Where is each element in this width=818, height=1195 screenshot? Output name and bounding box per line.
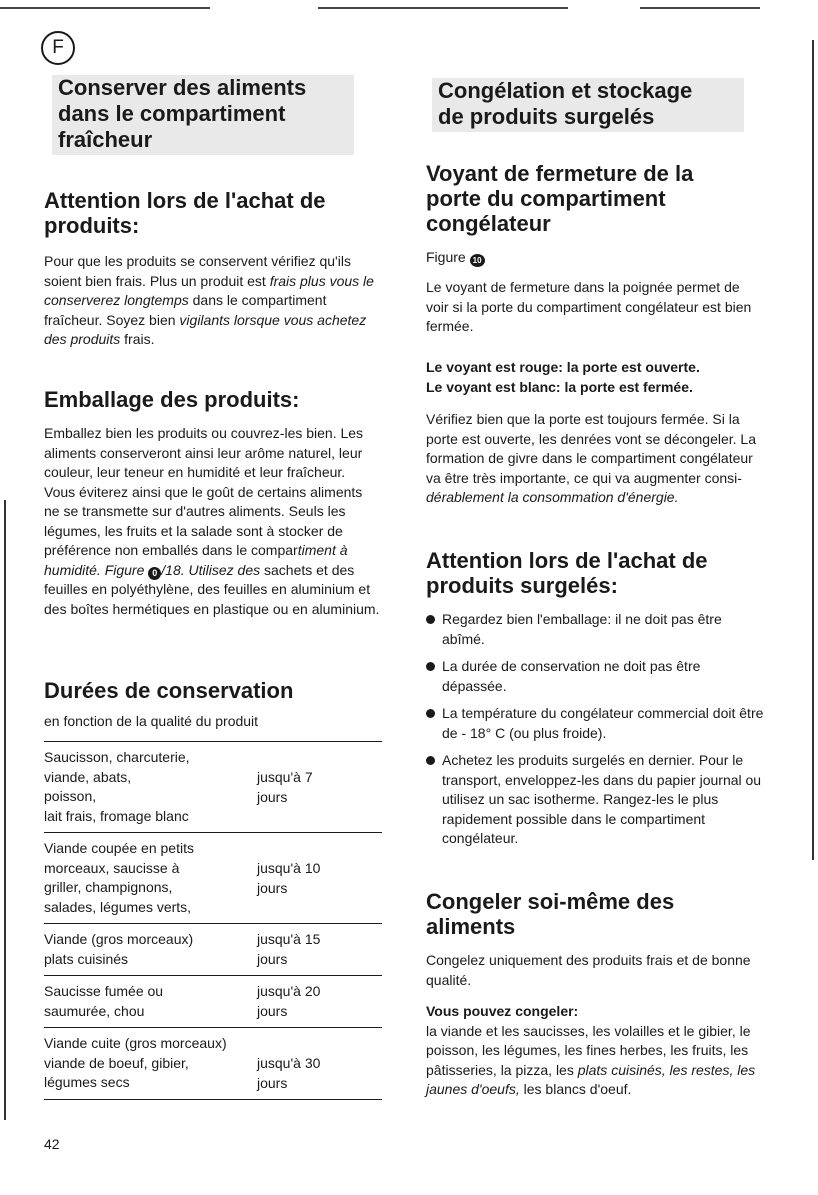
text-run: timent à humidité. Figure: [44, 542, 348, 578]
voyant-status: [426, 358, 771, 397]
language-badge-icon: F: [41, 31, 75, 65]
duration-description: Viande coupée en petits morceaux, saucisse à griller, champignons, salades, légumes verts,: [44, 840, 194, 915]
section-title-congelation: [432, 78, 744, 132]
section-title-fraicheur: [52, 75, 354, 155]
duration-value: jusqu'à 7 jours: [257, 769, 313, 805]
duration-value: jusqu'à 10 jours: [257, 860, 321, 896]
duration-value: jusqu'à 15 jours: [257, 931, 321, 967]
section-title-line: Congélation et stockage: [438, 78, 693, 103]
heading-line: Voyant de fermeture de la: [426, 161, 694, 186]
paragraph-pouvez-congeler: [426, 1002, 766, 1100]
list-item: Achetez les produits surgelés en dernier. Pour le transport, enveloppez-les dans du papier journal ou utilisez un sac isotherme. Rangez-les le plus rapidement possible dans le compartiment congélateur.: [426, 751, 766, 849]
paragraph-verifiez: [426, 410, 764, 508]
voyant-blanc-text: Le voyant est blanc: la porte est fermée.: [426, 378, 693, 395]
pouvez-label: Vous pouvez congeler:: [426, 1003, 579, 1019]
heading-line: Attention lors de l'achat de: [426, 548, 708, 573]
paragraph-attention-achat: [44, 252, 374, 350]
heading-line: aliments: [426, 914, 516, 939]
heading-congeler: [426, 889, 771, 939]
duration-description: Saucisse fumée ou saumurée, chou: [44, 983, 164, 1019]
paragraph-voyant: Le voyant de fermeture dans la poignée permet de voir si la porte du compartiment congélateur est bien fermée.: [426, 279, 752, 334]
heading-line: produits:: [44, 213, 140, 238]
heading-durees: Durées de conservation: [44, 678, 294, 703]
heading-attention-surgeles: [426, 548, 771, 598]
table-row: [44, 923, 382, 975]
heading-line: Attention lors de l'achat de: [44, 188, 326, 213]
section-title-line: dans le compartiment: [58, 101, 286, 126]
heading-line: Congeler soi-même des: [426, 889, 675, 914]
table-row: [44, 832, 382, 923]
heading-line: produits surgelés:: [426, 573, 618, 598]
text-run: /18. Utilisez des: [161, 561, 261, 578]
text-run: vigilants lorsque vous achetez des produits: [44, 311, 367, 347]
figure-number-icon: 10: [470, 254, 485, 267]
heading-emballage: Emballage des produits:: [44, 387, 300, 412]
left-edge-rule: [4, 500, 6, 1120]
table-row: [44, 1027, 382, 1100]
top-rule-right: [640, 7, 760, 9]
figure-number-icon: 0: [148, 567, 161, 580]
top-rule-mid: [318, 7, 568, 9]
text-run: frais.: [120, 331, 155, 347]
list-item: La durée de conservation ne doit pas être dépassée.: [426, 657, 766, 696]
duration-description: Viande (gros morceaux) plats cuisinés: [44, 931, 194, 967]
paragraph-congeler: Congelez uniquement des produits frais et de bonne qualité.: [426, 952, 751, 988]
bullet-list-surgeles: [426, 610, 766, 857]
duration-description: Viande cuite (gros morceaux) viande de boeuf, gibier, légumes secs: [44, 1035, 227, 1090]
page-number: 42: [44, 1136, 60, 1152]
figure-reference: [426, 248, 626, 268]
text-run: Pour que les produits se conservent vérifiez qu'ils soient bien frais. Plus un produit est: [44, 253, 351, 289]
text-run: dans le compartiment fraîcheur. Soyez bien: [44, 292, 327, 328]
duration-value: jusqu'à 20 jours: [257, 983, 321, 1019]
section-title-line: Conserver des aliments: [58, 75, 307, 100]
text-run: plats cuisinés, les restes, les jaunes d'oeufs,: [426, 1061, 756, 1097]
text-run: sachets et des feuilles en polyéthylène, des feuilles en aluminium et des boîtes hermétiques en plastique ou en aluminium.: [44, 561, 380, 617]
figure-label: Figure: [426, 249, 466, 265]
voyant-rouge-text: Le voyant est rouge: la porte est ouverte.: [426, 359, 700, 375]
text-run: la viande et les saucisses, les volailles et le gibier, le poisson, les légumes, les fines herbes, les fruits, les pâtisseries, la pizza, les: [426, 1022, 751, 1078]
durees-subtitle: en fonction de la qualité du produit: [44, 713, 259, 729]
table-row: [44, 975, 382, 1027]
heading-line: porte du compartiment: [426, 186, 666, 211]
text-run: Vérifiez bien que la porte est toujours fermée. Si la porte est ouverte, les denrées vont se décongeler. La formation de givre dans le compartiment congélateur va être très importante, ce qui va augmenter consi-: [426, 411, 756, 486]
paragraph-emballage: [44, 424, 380, 619]
heading-attention-achat: [44, 188, 384, 238]
right-edge-rule: [812, 40, 814, 860]
heading-voyant: [426, 161, 771, 236]
table-row: [44, 741, 382, 832]
section-title-line: de produits surgelés: [438, 104, 655, 129]
top-rule-left: [0, 7, 210, 9]
text-run: dérablement la consommation d'énergie.: [426, 489, 679, 505]
duration-value: jusqu'à 30 jours: [257, 1055, 321, 1091]
durees-table: [44, 741, 382, 1100]
list-item: Regardez bien l'emballage: il ne doit pas être abîmé.: [426, 610, 766, 649]
text-run: frais plus vous le conserverez longtemps: [44, 272, 374, 308]
text-run: Emballez bien les produits ou couvrez-les bien. Les aliments conserveront ainsi leur arôme naturel, leur couleur, leur teneur en humidité et leur fraîcheur. Vous éviterez ainsi que le goût de certains aliments ne se transmette sur d'autres aliments. Seuls les légumes, les fruits et la salade sont à stocker de préférence non emballés dans le compar: [44, 425, 364, 558]
text-run: les blancs d'oeuf.: [519, 1081, 632, 1097]
duration-description: Saucisson, charcuterie, viande, abats, poisson, lait frais, fromage blanc: [44, 749, 190, 824]
section-title-line: fraîcheur: [58, 127, 153, 152]
list-item: La température du congélateur commercial doit être de - 18° C (ou plus froide).: [426, 704, 766, 743]
heading-line: congélateur: [426, 211, 551, 236]
